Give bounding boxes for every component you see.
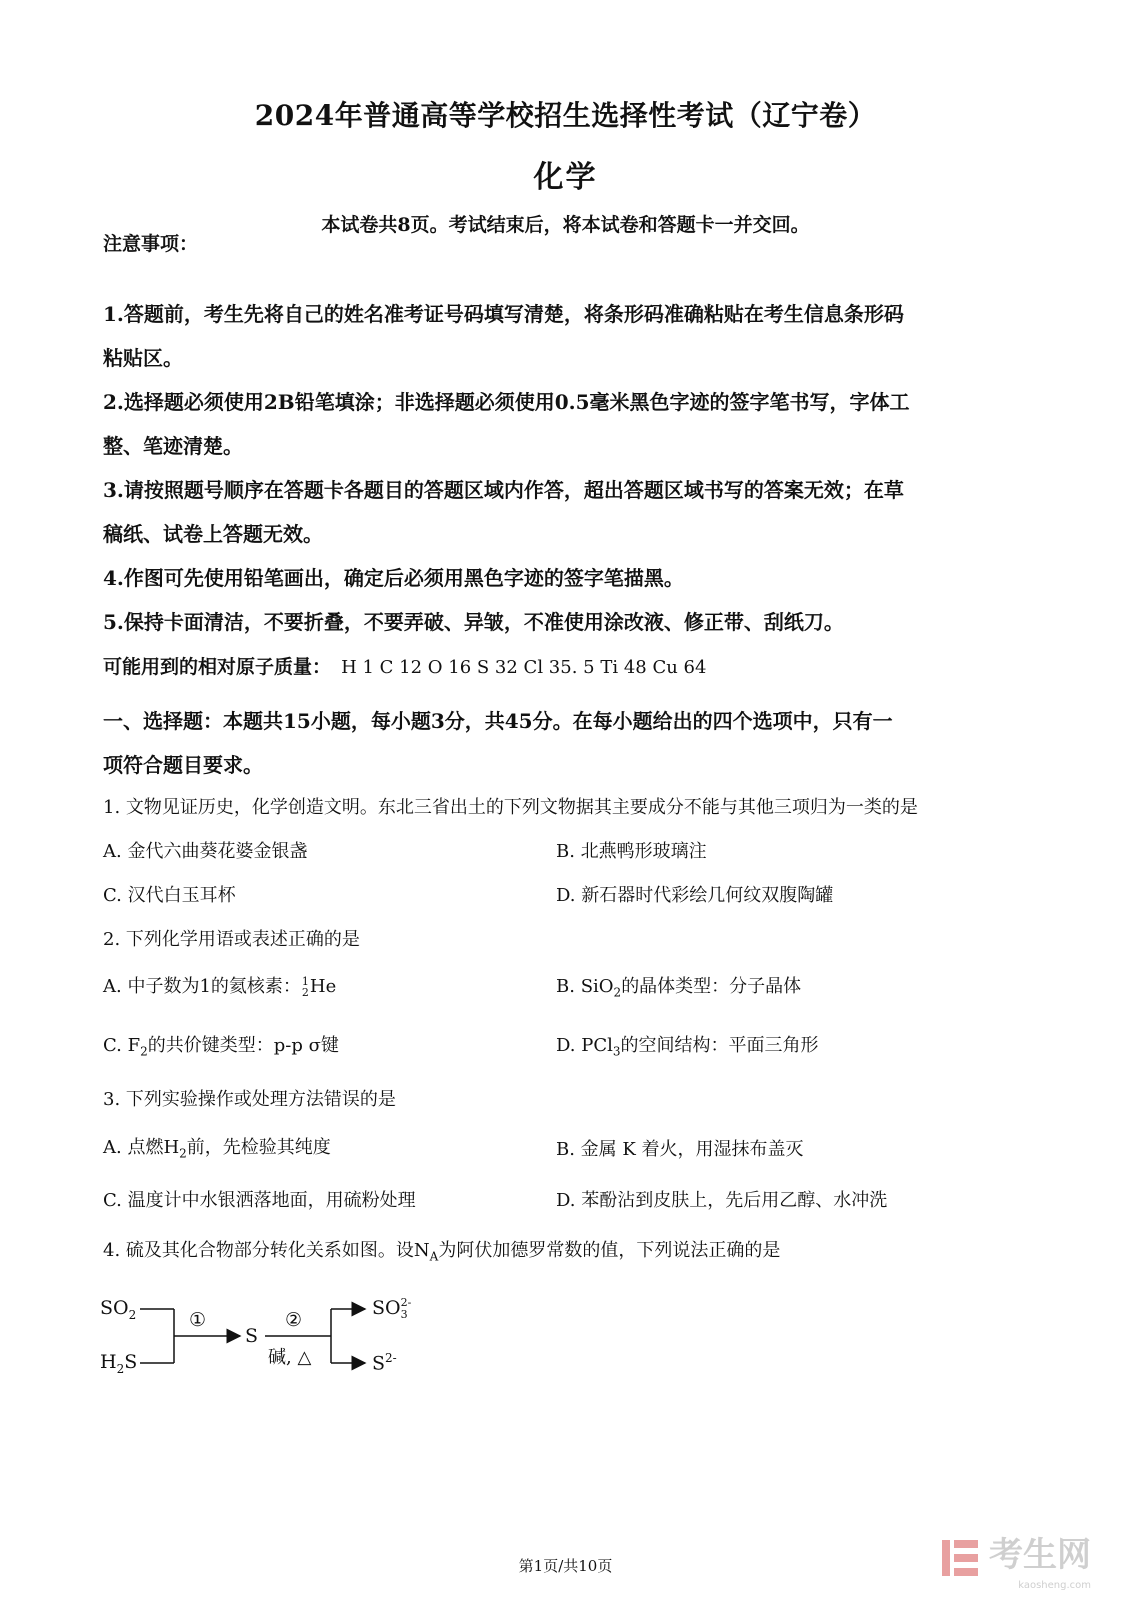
q2-c-label: C.: [103, 1035, 122, 1056]
mass-number: 1: [301, 975, 309, 988]
q3-option-d: D. 苯酚沾到皮肤上，先后用乙醇、水冲洗: [556, 1190, 888, 1211]
q2-option-a: [103, 972, 336, 998]
notice-item-2-line1: 2.选择题必须使用2B铅笔填涂；非选择题必须使用0.5毫米黑色字迹的签字笔书写，字体工: [103, 390, 910, 414]
q1-option-b: B. 北燕鸭形玻璃注: [556, 841, 707, 862]
section1-line1: 一、选择题：本题共15小题，每小题3分，共45分。在每小题给出的四个选项中，只有一: [103, 709, 893, 733]
step1-label: ①: [189, 1309, 207, 1331]
q2-d-formula: PCl: [581, 1035, 613, 1056]
q3-a-text: A. 点燃: [103, 1137, 164, 1158]
q1-option-d: D. 新石器时代彩绘几何纹双腹陶罐: [556, 885, 834, 906]
q1-option-c: C. 汉代白玉耳杯: [103, 885, 236, 906]
q3-option-b: B. 金属 K 着火，用湿抹布盖灭: [556, 1139, 804, 1160]
q2-d-label: D.: [556, 1035, 576, 1056]
nuclide-notation: [302, 976, 309, 998]
q2-option-d: [556, 1031, 819, 1059]
notice-heading: 注意事项：: [103, 233, 199, 255]
q2-option-c: [103, 1031, 339, 1059]
section1-line2: 项符合题目要求。: [103, 753, 263, 777]
q3-a-subscript: 2: [179, 1146, 187, 1161]
avogadro-subscript: A: [429, 1249, 439, 1264]
atomic-number: 2: [301, 986, 309, 999]
q2-a-text: A. 中子数为1的氦核素：: [103, 976, 301, 997]
exam-intro: 本试卷共8页。考试结束后，将本试卷和答题卡一并交回。: [321, 214, 810, 236]
q3-option-c: C. 温度计中水银洒落地面，用硫粉处理: [103, 1190, 416, 1211]
q2-b-label: B.: [556, 976, 575, 997]
q2-d-text: 的空间结构：平面三角形: [620, 1035, 819, 1056]
q3-option-a: [103, 1133, 331, 1161]
q2-b-subscript: 2: [613, 985, 622, 1000]
subject-title: 化学: [533, 160, 598, 195]
watermark-text: 考生网: [989, 1535, 1091, 1575]
q1-stem: 1. 文物见证历史，化学创造文明。东北三省出土的下列文物据其主要成分不能与其他三项归为一类的是: [103, 797, 918, 818]
element-symbol: He: [309, 976, 337, 997]
notice-item-3-line2: 稿纸、试卷上答题无效。: [103, 522, 323, 546]
sulfite-label: SO2- 3: [372, 1296, 412, 1321]
so2-label: $SO_2$: [100, 1297, 137, 1322]
q2-c-suffix: 键: [320, 1035, 339, 1056]
watermark-logo-icon: [940, 1538, 980, 1578]
notice-item-2-line2: 整、笔迹清楚。: [103, 434, 243, 458]
q2-c-subscript: 2: [140, 1044, 148, 1059]
notice-item-5: 5.保持卡面清洁，不要折叠，不要弄破、异皱，不准使用涂改液、修正带、刮纸刀。: [103, 610, 844, 634]
q4-stem: [103, 1236, 780, 1264]
step2-label: ②: [285, 1309, 303, 1331]
condition-label: 碱, △: [268, 1347, 312, 1368]
exam-title: 2024年普通高等学校招生选择性考试（辽宁卷）: [254, 99, 877, 132]
atomic-mass-values: H 1 C 12 O 16 S 32 Cl 35. 5 Ti 48 Cu 64: [341, 657, 707, 678]
notice-item-4: 4.作图可先使用铅笔画出，确定后必须用黑色字迹的签字笔描黑。: [103, 566, 684, 590]
atomic-mass-label: 可能用到的相对原子质量：: [103, 656, 332, 678]
q2-stem: 2. 下列化学用语或表述正确的是: [103, 929, 360, 950]
notice-item-3-line1: 3.请按照题号顺序在答题卡各题目的答题区域内作答，超出答题区域书写的答案无效；在草: [103, 478, 904, 502]
q2-option-b: [556, 972, 801, 1000]
q2-d-subscript: 3: [612, 1044, 621, 1059]
q2-b-text: 的晶体类型：分子晶体: [621, 976, 802, 997]
watermark: [940, 1535, 1091, 1591]
avogadro-symbol: N: [413, 1240, 430, 1261]
sulfide-label: $S^{2-}$: [372, 1351, 397, 1375]
q3-stem: 3. 下列实验操作或处理方法错误的是: [103, 1089, 396, 1110]
notice-item-1-line1: 1.答题前，考生先将自己的姓名准考证号码填写清楚，将条形码准确粘贴在考生信息条形码: [103, 302, 904, 326]
page-number: 第1页/共10页: [518, 1557, 613, 1575]
q2-c-formula: F: [127, 1035, 141, 1056]
q2-c-bond: p-p σ: [273, 1035, 321, 1056]
watermark-url: kaosheng.com: [1018, 1580, 1091, 1591]
atomic-mass-row: [103, 652, 706, 679]
h2s-label: $H_2S$: [100, 1351, 138, 1376]
notice-item-1-line2: 粘贴区。: [103, 346, 183, 370]
q2-b-formula: SiO: [580, 976, 614, 997]
q4-stem-pre: 4. 硫及其化合物部分转化关系如图。设: [103, 1240, 414, 1261]
sulfur-label: S: [245, 1325, 259, 1347]
q2-c-text: 的共价键类型：: [147, 1035, 274, 1056]
q4-stem-post: 为阿伏加德罗常数的值，下列说法正确的是: [438, 1240, 781, 1261]
q1-option-a: A. 金代六曲葵花婆金银盏: [103, 841, 308, 862]
q3-a-formula: H: [163, 1137, 180, 1158]
q3-a-suffix: 前，先检验其纯度: [186, 1137, 331, 1158]
